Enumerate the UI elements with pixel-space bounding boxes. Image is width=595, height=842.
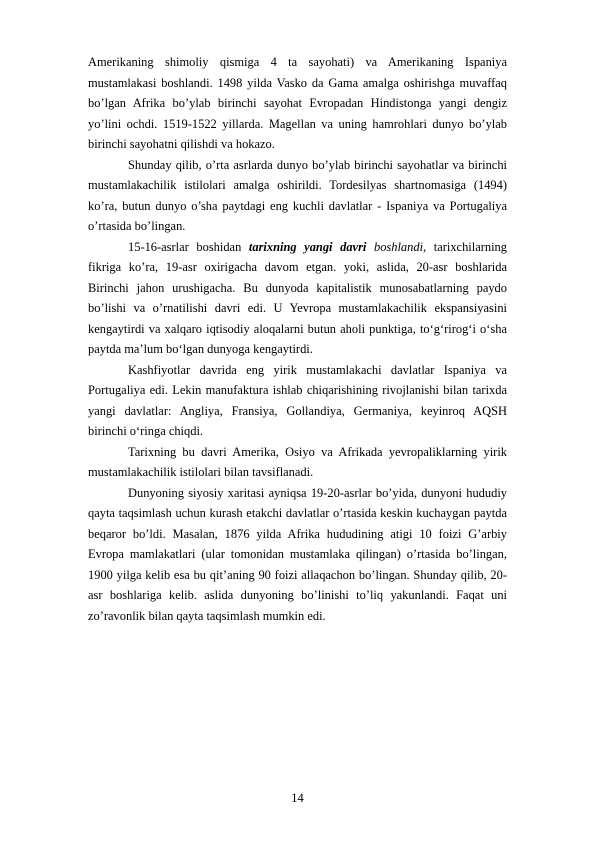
page-number: 14 xyxy=(291,791,304,805)
paragraph-3 xyxy=(88,237,507,360)
emphasis-italic: boshlandi, xyxy=(366,239,427,254)
paragraph-3-lead: 15-16-asrlar boshidan xyxy=(128,239,249,254)
paragraph-3-rest: tarixchilarning fikriga ko’ra, 19-asr oxirigacha davom etgan. yoki, aslida, 20-asr boshlarida Birinchi jahon urushigacha. Bu dunyoda kapitalistik munosabatlarning paydo bo’lishi va o’rnatilishi davri edi. U Yevropa mustamlakachilik ekspansiyasini kengaytirdi va xalqaro iqtisodiy aloqalarni butun aholi punktiga, to‘g‘rirog‘i o‘sha paytda ma’lum bo‘lgan dunyoga kengaytirdi. xyxy=(88,239,507,356)
paragraph-6: Dunyoning siyosiy xaritasi ayniqsa 19-20-asrlar bo’yida, dunyoni hududiy qayta taqsimlash uchun kurash etakchi davlatlar o’rtasida keskin kuchaygan paytda beqaror bo’ldi. Masalan, 1876 yilda Afrika hududining atigi 10 foizi G’arbiy Evropa mamlakatlari (ular tomonidan mustamlaka qilingan) o’rtasida bo’lingan, 1900 yilga kelib esa bu qit’aning 90 foizi allaqachon bo’lingan. Shunday qilib, 20-asr boshlariga kelib. aslida dunyoning bo’linishi to’liq yakunlandi. Faqat uni zo’ravonlik bilan qayta taqsimlash mumkin edi. xyxy=(88,485,507,623)
paragraph-2: Shunday qilib, o’rta asrlarda dunyo bo’ylab birinchi sayohatlar va birinchi mustamlakachilik istilolari amalga oshirildi. Tordesilyas shartnomasiga (1494) ko’ra, butun dunyo o’sha paytdagi eng kuchli davlatlar - Ispaniya va Portugaliya o’rtasida bo’lingan. xyxy=(88,157,507,233)
body-text xyxy=(88,52,507,626)
paragraph-4: Kashfiyotlar davrida eng yirik mustamlakachi davlatlar Ispaniya va Portugaliya edi. Lekin manufaktura ishlab chiqarishining rivojlanishi bilan tarixda yangi davlatlar: Angliya, Fransiya, Gollandiya, Germaniya, keyinroq AQSH birinchi o‘ringa chiqdi. xyxy=(88,362,507,438)
paragraph-1: Amerikaning shimoliy qismiga 4 ta sayohati) va Amerikaning Ispaniya mustamlakasi boshlandi. 1498 yilda Vasko da Gama amalga oshirishga muvaffaq bo’lgan Afrika bo’ylab birinchi sayohat Evropadan Hindistonga yangi dengiz yo’lini ochdi. 1519-1522 yillarda. Magellan va uning hamrohlari dunyo bo’ylab birinchi sayohatni qilishdi va hokazo. xyxy=(88,55,507,151)
emphasis-term: tarixning yangi davri xyxy=(248,239,367,254)
paragraph-5: Tarixning bu davri Amerika, Osiyo va Afrikada yevropaliklarning yirik mustamlakachilik istilolari bilan tavsiflanadi. xyxy=(88,444,507,479)
